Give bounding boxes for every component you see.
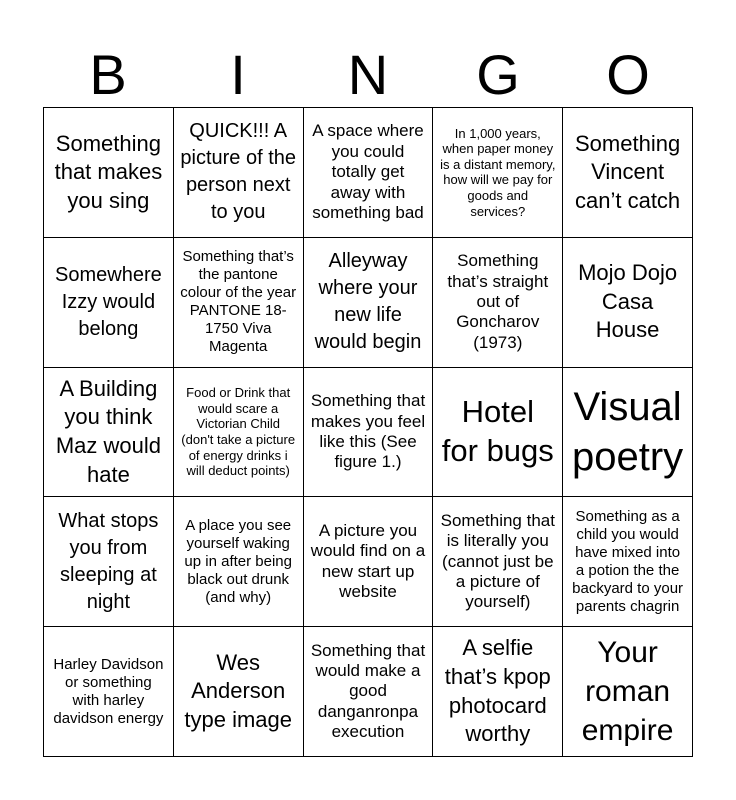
bingo-cell[interactable]: A space where you could totally get away with something bad — [304, 108, 434, 238]
bingo-board — [43, 107, 693, 757]
bingo-cell[interactable]: Harley Davidson or something with harley davidson energy — [44, 627, 174, 757]
header-letter-g: G — [476, 43, 520, 106]
bingo-header — [43, 44, 693, 106]
bingo-cell[interactable]: Something that would make a good danganronpa execution — [304, 627, 434, 757]
bingo-cell[interactable]: Food or Drink that would scare a Victorian Child (don't take a picture of energy drinks i will deduct points) — [174, 368, 304, 498]
bingo-cell[interactable]: QUICK!!! A picture of the person next to you — [174, 108, 304, 238]
bingo-cell[interactable]: Visual poetry — [563, 368, 693, 498]
bingo-cell[interactable]: What stops you from sleeping at night — [44, 497, 174, 627]
bingo-cell[interactable]: Something that makes you sing — [44, 108, 174, 238]
bingo-cell[interactable]: Something as a child you would have mixed into a potion the the backyard to your parents chagrin — [563, 497, 693, 627]
bingo-cell[interactable]: Your roman empire — [563, 627, 693, 757]
header-letter-i: I — [230, 43, 246, 106]
bingo-cell[interactable]: Something that is literally you (cannot just be a picture of yourself) — [433, 497, 563, 627]
header-letter-b: B — [89, 43, 127, 106]
bingo-cell[interactable]: Hotel for bugs — [433, 368, 563, 498]
bingo-cell[interactable]: Mojo Dojo Casa House — [563, 238, 693, 368]
bingo-cell[interactable]: Something that’s straight out of Goncharov (1973) — [433, 238, 563, 368]
bingo-cell[interactable]: Somewhere Izzy would belong — [44, 238, 174, 368]
bingo-cell[interactable]: Something that’s the pantone colour of the year PANTONE 18-1750 Viva Magenta — [174, 238, 304, 368]
bingo-cell[interactable]: Something Vincent can’t catch — [563, 108, 693, 238]
bingo-cell[interactable]: A selfie that’s kpop photocard worthy — [433, 627, 563, 757]
bingo-cell[interactable]: A place you see yourself waking up in after being black out drunk (and why) — [174, 497, 304, 627]
bingo-cell[interactable]: Something that makes you feel like this (See figure 1.) — [304, 368, 434, 498]
bingo-cell[interactable]: A picture you would find on a new start up website — [304, 497, 434, 627]
header-letter-o: O — [606, 43, 650, 106]
bingo-cell[interactable]: Alleyway where your new life would begin — [304, 238, 434, 368]
bingo-cell[interactable]: In 1,000 years, when paper money is a distant memory, how will we pay for goods and services? — [433, 108, 563, 238]
bingo-cell[interactable]: A Building you think Maz would hate — [44, 368, 174, 498]
header-letter-n: N — [347, 43, 389, 106]
bingo-cell[interactable]: Wes Anderson type image — [174, 627, 304, 757]
